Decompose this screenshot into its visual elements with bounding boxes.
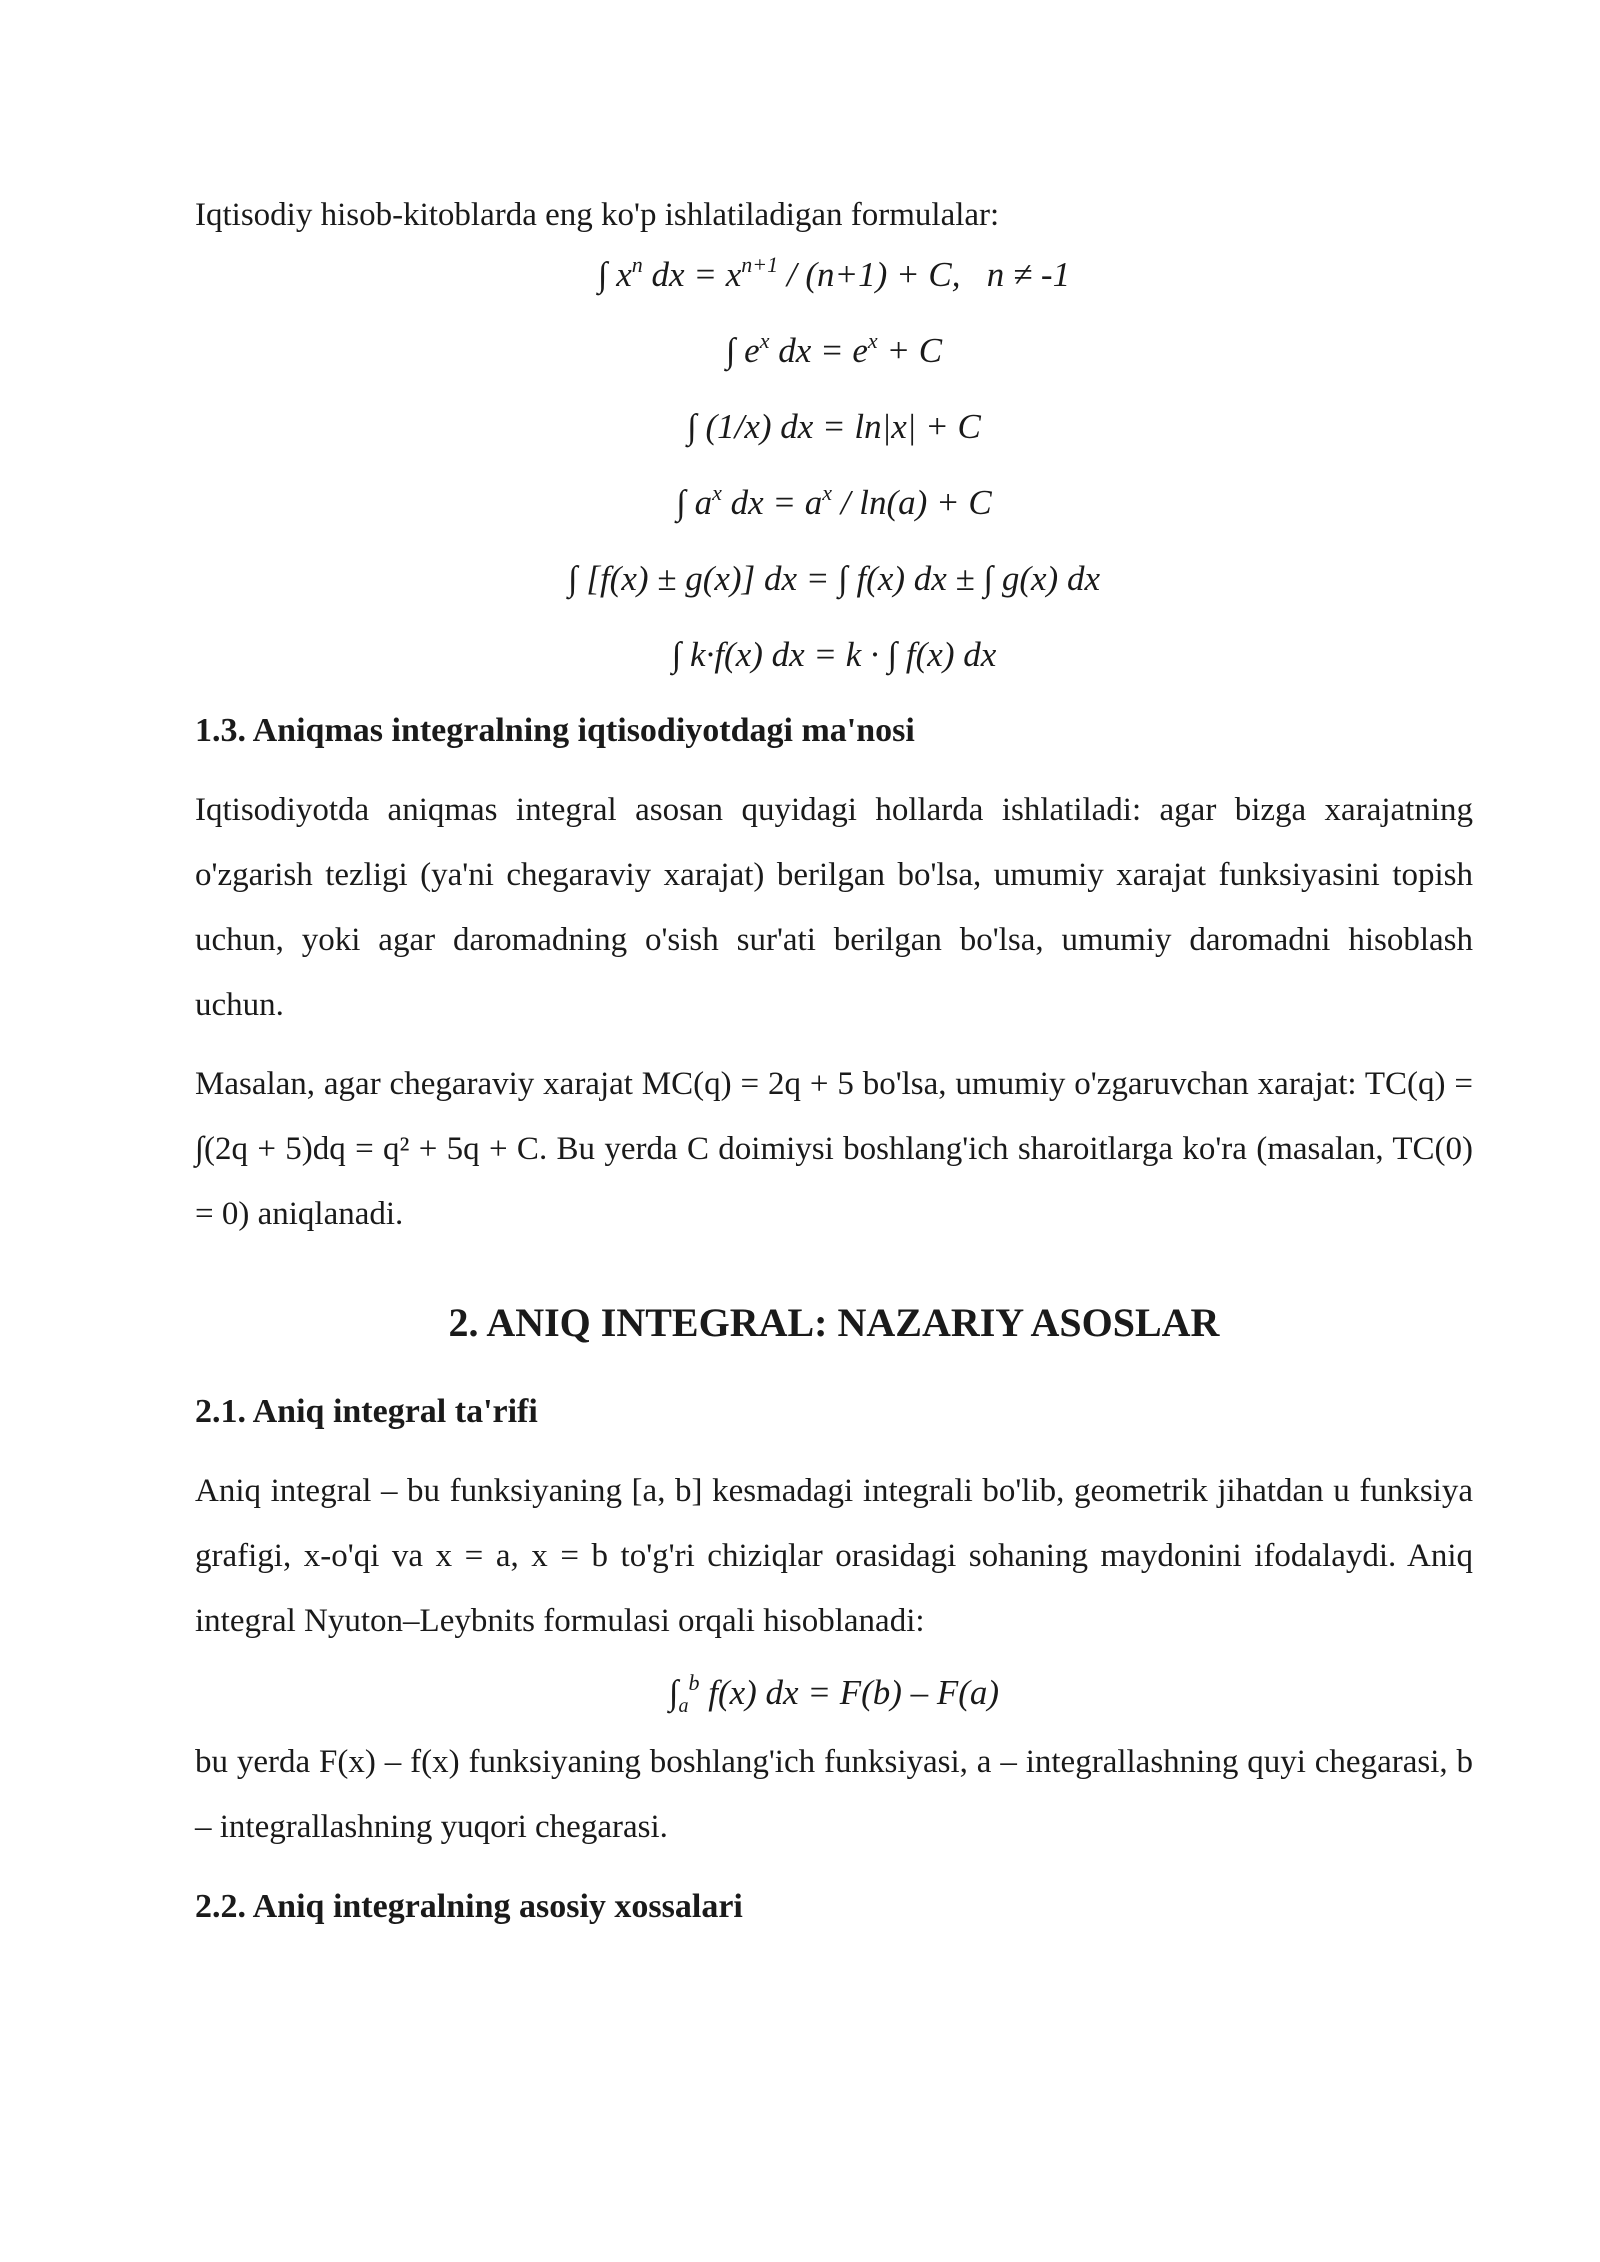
formula-constant-multiple: ∫ k·f(x) dx = k · ∫ f(x) dx: [671, 635, 997, 674]
section-1-3-heading: 1.3. Aniqmas integralning iqtisodiyotdagi ma'nosi: [195, 712, 915, 749]
section-1-3-paragraph-1: Iqtisodiyotda aniqmas integral asosan quyidagi hollarda ishlatiladi: agar bizga xarajatning o'zgarish tezligi (ya'ni chegaraviy xarajat) berilgan bo'lsa, umumiy xarajat funksiyasini topish uchun, yoki agar daromadning o'sish sur'ati berilgan bo'lsa, umumiy daromadni hisoblash uchun.: [195, 792, 1473, 1023]
section-2-1-paragraph-1: Aniq integral – bu funksiyaning [a, b] kesmadagi integrali bo'lib, geometrik jihatdan u funksiya grafigi, x-o'qi va x = a, x = b to'g'ri chiziqlar orasidagi sohaning maydonini ifodalaydi. Aniq integral Nyuton–Leybnits formulasi orqali hisoblanadi:: [195, 1473, 1473, 1639]
formula-part: ∫ e: [725, 331, 760, 370]
formula-general-exponential: [195, 478, 1473, 528]
formula-exponential: [195, 326, 1473, 376]
formula-part: f(x) dx = F(b) – F(a): [699, 1673, 1000, 1712]
document-page: [195, 190, 1473, 1954]
formula-exponent: x: [822, 480, 833, 505]
formula-part: / ln(a) + C: [832, 483, 992, 522]
formula-exponent: n: [631, 252, 643, 277]
section-1-3-paragraph-2: Masalan, agar chegaraviy xarajat MC(q) = 2q + 5 bo'lsa, umumiy o'zgaruvchan xarajat: TC(q) = ∫(2q + 5)dq = q² + 5q + C. Bu yerda C doimiysi boshlang'ich sharoitlarga ko'ra (masalan, TC(0) = 0) aniqlanadi.: [195, 1066, 1473, 1232]
formula-newton-leibniz: [195, 1668, 1473, 1718]
section-2-1-paragraph-2: bu yerda F(x) – f(x) funksiyaning boshlang'ich funksiyasi, a – integrallashning quyi chegarasi, b – integrallashning yuqori chegarasi.: [195, 1744, 1473, 1845]
formula-list: [195, 250, 1473, 680]
formula-exponent: x: [712, 480, 722, 505]
formula-power-rule: [195, 250, 1473, 300]
formula-exponent: x: [759, 328, 770, 353]
formula-part: / (n+1) + C, n ≠ -1: [778, 255, 1071, 294]
formula-part: ∫ x: [597, 255, 632, 294]
formula-part: ∫ a: [676, 483, 713, 522]
section-2-1-heading: 2.1. Aniq integral ta'rifi: [195, 1393, 538, 1430]
formula-part: dx = x: [642, 255, 742, 294]
chapter-2-heading: 2. ANIQ INTEGRAL: NAZARIY ASOSLAR: [448, 1300, 1220, 1345]
formula-part: dx = e: [769, 331, 868, 370]
section-2-2-heading: 2.2. Aniq integralning asosiy xossalari: [195, 1888, 743, 1925]
intro-text: Iqtisodiy hisob-kitoblarda eng ko'p ishlatiladigan formulalar:: [195, 197, 1000, 233]
upper-limit: b: [688, 1670, 700, 1695]
formula-exponent: n+1: [741, 252, 779, 277]
formula-exponent: x: [867, 328, 878, 353]
formula-sum-rule: ∫ [f(x) ± g(x)] dx = ∫ f(x) dx ± ∫ g(x) dx: [568, 559, 1100, 598]
lower-limit: a: [678, 1695, 689, 1717]
formula-part: dx = a: [721, 483, 823, 522]
formula-reciprocal: ∫ (1/x) dx = ln|x| + C: [687, 407, 981, 446]
integral-sign: ∫: [668, 1673, 679, 1712]
formula-part: + C: [877, 331, 943, 370]
